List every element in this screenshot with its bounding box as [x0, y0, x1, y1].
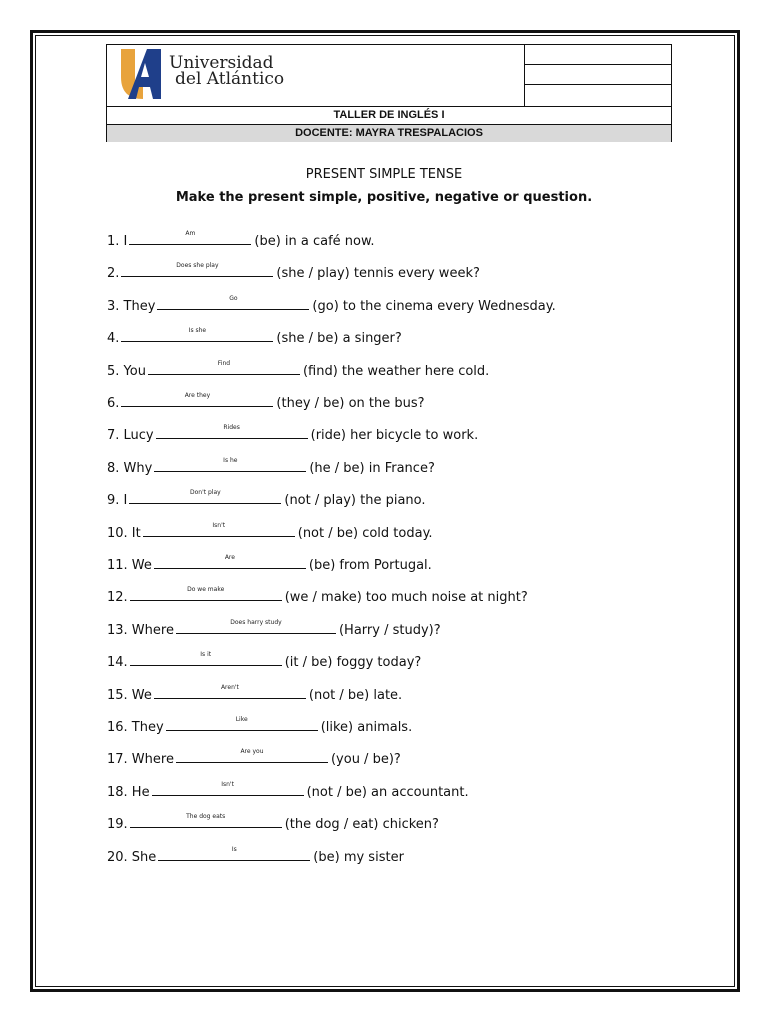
exercise-suffix: (we / make) too much noise at night?: [284, 590, 528, 606]
exercise-suffix: (find) the weather here cold.: [302, 363, 490, 379]
university-logo: [117, 47, 165, 103]
exercise-item: [107, 457, 435, 479]
exercise-item: [107, 489, 426, 511]
answer-text: Isn't: [221, 780, 234, 788]
exercise-item: [107, 846, 404, 868]
exercise-suffix: (they / be) on the bus?: [276, 396, 425, 411]
exercise-prefix: 17. Where: [107, 752, 174, 768]
exercise-item: [107, 813, 439, 835]
answer-blank[interactable]: [148, 360, 300, 375]
answer-blank[interactable]: [121, 262, 273, 277]
exercise-suffix: (you / be)?: [330, 752, 401, 768]
answer-blank[interactable]: [158, 846, 310, 861]
answer-blank[interactable]: [154, 457, 306, 472]
exercise-prefix: 5. You: [107, 363, 146, 379]
exercise-suffix: (not / be) cold today.: [297, 525, 433, 541]
exercise-item: [107, 327, 402, 349]
exercise-suffix: (he / be) in France?: [309, 460, 435, 476]
answer-blank[interactable]: [157, 295, 309, 310]
answer-text: Like: [235, 716, 248, 723]
exercise-suffix: (not / play) the piano.: [284, 493, 426, 509]
answer-text: Find: [217, 359, 231, 367]
exercise-item: [107, 522, 433, 544]
exercise-prefix: 12.: [107, 590, 128, 606]
answer-text: Is: [231, 845, 237, 853]
answer-text: Isn't: [212, 521, 226, 529]
exercise-prefix: 8. Why: [107, 460, 153, 476]
exercise-item: [107, 748, 401, 770]
answer-text: Are they: [184, 392, 211, 399]
exercise-prefix: 1. I: [107, 234, 128, 249]
exercise-prefix: 18. He: [107, 784, 150, 800]
answer-text: Are: [224, 554, 235, 561]
exercise-prefix: 6.: [107, 396, 120, 411]
answer-text: Go: [229, 294, 238, 302]
answer-blank[interactable]: [176, 619, 336, 634]
exercise-suffix: (not / be) late.: [308, 687, 403, 703]
logo-cell: [107, 45, 525, 106]
exercise-item: [107, 360, 489, 382]
header-table: [106, 44, 672, 142]
exercise-item: [107, 295, 556, 317]
teacher-name: DOCENTE: MAYRA TRESPALACIOS: [107, 124, 671, 142]
header-empty-cell: [525, 85, 672, 106]
university-name-line2: del Atlántico: [175, 69, 285, 89]
answer-blank[interactable]: [129, 230, 251, 245]
university-name-line1: Universidad: [169, 53, 274, 73]
answer-text: Aren't: [220, 683, 239, 691]
exercise-item: [107, 230, 375, 252]
worksheet-title: PRESENT SIMPLE TENSE: [305, 167, 463, 182]
answer-text: Rides: [223, 424, 240, 432]
exercise-item: [107, 651, 421, 673]
course-title: TALLER DE INGLÉS I: [107, 106, 671, 124]
answer-blank[interactable]: [166, 716, 318, 731]
exercise-prefix: 11. We: [107, 558, 152, 573]
exercise-item: [107, 392, 425, 414]
exercise-prefix: 3. They: [107, 298, 156, 314]
exercise-item: [107, 781, 469, 803]
exercise-suffix: (go) to the cinema every Wednesday.: [312, 298, 556, 314]
exercise-prefix: 9. I: [107, 493, 128, 509]
exercise-suffix: (not / be) an accountant.: [306, 784, 469, 800]
exercise-suffix: (be) in a café now.: [254, 234, 375, 249]
exercise-item: [107, 684, 402, 706]
exercise-item: [107, 619, 441, 641]
answer-blank[interactable]: [176, 748, 328, 763]
exercise-prefix: 16. They: [107, 720, 164, 735]
answer-blank[interactable]: [152, 781, 304, 796]
exercise-prefix: 4.: [107, 331, 120, 347]
exercise-prefix: 15. We: [107, 687, 152, 703]
exercise-prefix: 2.: [107, 266, 120, 282]
answer-blank[interactable]: [121, 327, 273, 342]
answer-text: Is it: [200, 651, 212, 659]
answer-text: The dog eats: [186, 813, 226, 821]
exercise-prefix: 10. It: [107, 525, 141, 541]
answer-blank[interactable]: [143, 522, 295, 537]
exercise-prefix: 20. She: [107, 849, 157, 865]
answer-text: Are you: [240, 748, 264, 756]
header-empty-cells: [525, 45, 672, 106]
answer-blank[interactable]: [154, 554, 306, 569]
answer-text: Does harry study: [230, 618, 282, 626]
exercise-prefix: 13. Where: [107, 622, 174, 638]
answer-blank[interactable]: [130, 586, 282, 601]
exercise-item: [107, 716, 412, 738]
exercise-suffix: (ride) her bicycle to work.: [310, 428, 479, 444]
answer-blank[interactable]: [156, 424, 308, 439]
exercise-suffix: (she / play) tennis every week?: [276, 266, 480, 282]
worksheet-instructions: Make the present simple, positive, negative or question.: [175, 190, 593, 205]
answer-blank[interactable]: [130, 813, 282, 828]
exercise-suffix: (she / be) a singer?: [276, 331, 402, 347]
answer-blank[interactable]: [130, 651, 282, 666]
answer-text: Do we make: [187, 586, 225, 594]
exercise-suffix: (it / be) foggy today?: [284, 655, 422, 671]
exercise-item: [107, 586, 528, 608]
exercise-item: [107, 262, 480, 284]
answer-blank[interactable]: [121, 392, 273, 407]
answer-blank[interactable]: [154, 684, 306, 699]
answer-text: Is he: [223, 456, 238, 464]
answer-text: Am: [185, 230, 196, 237]
exercise-item: [107, 554, 432, 576]
exercise-item: [107, 424, 478, 446]
answer-text: Is she: [188, 327, 207, 335]
answer-text: Don't play: [190, 489, 221, 497]
answer-blank[interactable]: [129, 489, 281, 504]
answer-text: Does she play: [176, 262, 219, 270]
exercise-suffix: (the dog / eat) chicken?: [284, 817, 439, 833]
exercise-prefix: 19.: [107, 817, 128, 833]
header-empty-cell: [525, 45, 672, 65]
exercise-prefix: 7. Lucy: [107, 428, 154, 444]
university-name: [169, 55, 284, 87]
exercise-suffix: (be) my sister: [313, 849, 404, 865]
exercise-suffix: (Harry / study)?: [338, 622, 441, 638]
exercise-suffix: (like) animals.: [320, 720, 413, 735]
exercise-suffix: (be) from Portugal.: [308, 558, 432, 573]
exercise-prefix: 14.: [107, 655, 128, 671]
header-empty-cell: [525, 65, 672, 85]
